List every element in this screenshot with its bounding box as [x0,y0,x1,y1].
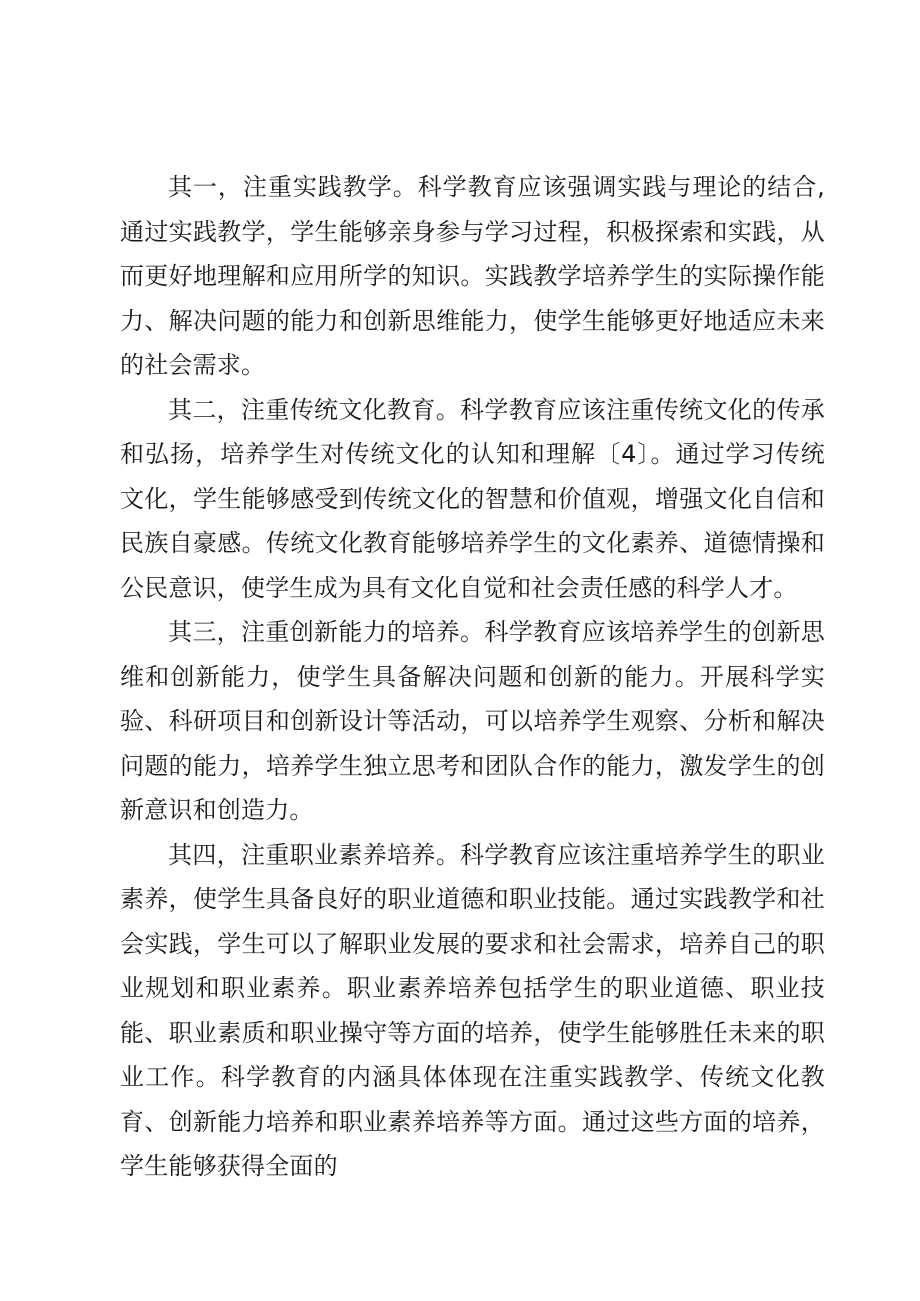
document-body [120,165,825,1189]
paragraph-professional-quality: 其四，注重职业素养培养。科学教育应该注重培养学生的职业素养，使学生具备良好的职业道德和职业技能。通过实践教学和社会实践，学生可以了解职业发展的要求和社会需求，培养自己的职业规划和职业素养。职业素养培养包括学生的职业道德、职业技能、职业素质和职业操守等方面的培养，使学生能够胜任未来的职业工作。科学教育的内涵具体体现在注重实践教学、传统文化教育、创新能力培养和职业素养培养等方面。通过这些方面的培养，学生能够获得全面的 [120,840,825,1180]
paragraph-traditional-culture: 其二，注重传统文化教育。科学教育应该注重传统文化的传承和弘扬，培养学生对传统文化的认知和理解〔4〕。通过学习传统文化，学生能够感受到传统文化的智慧和价值观，增强文化自信和民族自豪感。传统文化教育能够培养学生的文化素养、道德情操和公民意识，使学生成为具有文化自觉和社会责任感的科学人才。 [120,395,825,602]
paragraph-innovation-ability: 其三，注重创新能力的培养。科学教育应该培养学生的创新思维和创新能力，使学生具备解决问题和创新的能力。开展科学实验、科研项目和创新设计等活动，可以培养学生观察、分析和解决问题的能力，培养学生独立思考和团队合作的能力，激发学生的创新意识和创造力。 [120,618,825,824]
paragraph-practice-teaching: 其一，注重实践教学。科学教育应该强调实践与理论的结合,通过实践教学，学生能够亲身参与学习过程，积极探索和实践，从而更好地理解和应用所学的知识。实践教学培养学生的实际操作能力、解决问题的能力和创新思维能力，使学生能够更好地适应未来的社会需求。 [120,173,825,379]
